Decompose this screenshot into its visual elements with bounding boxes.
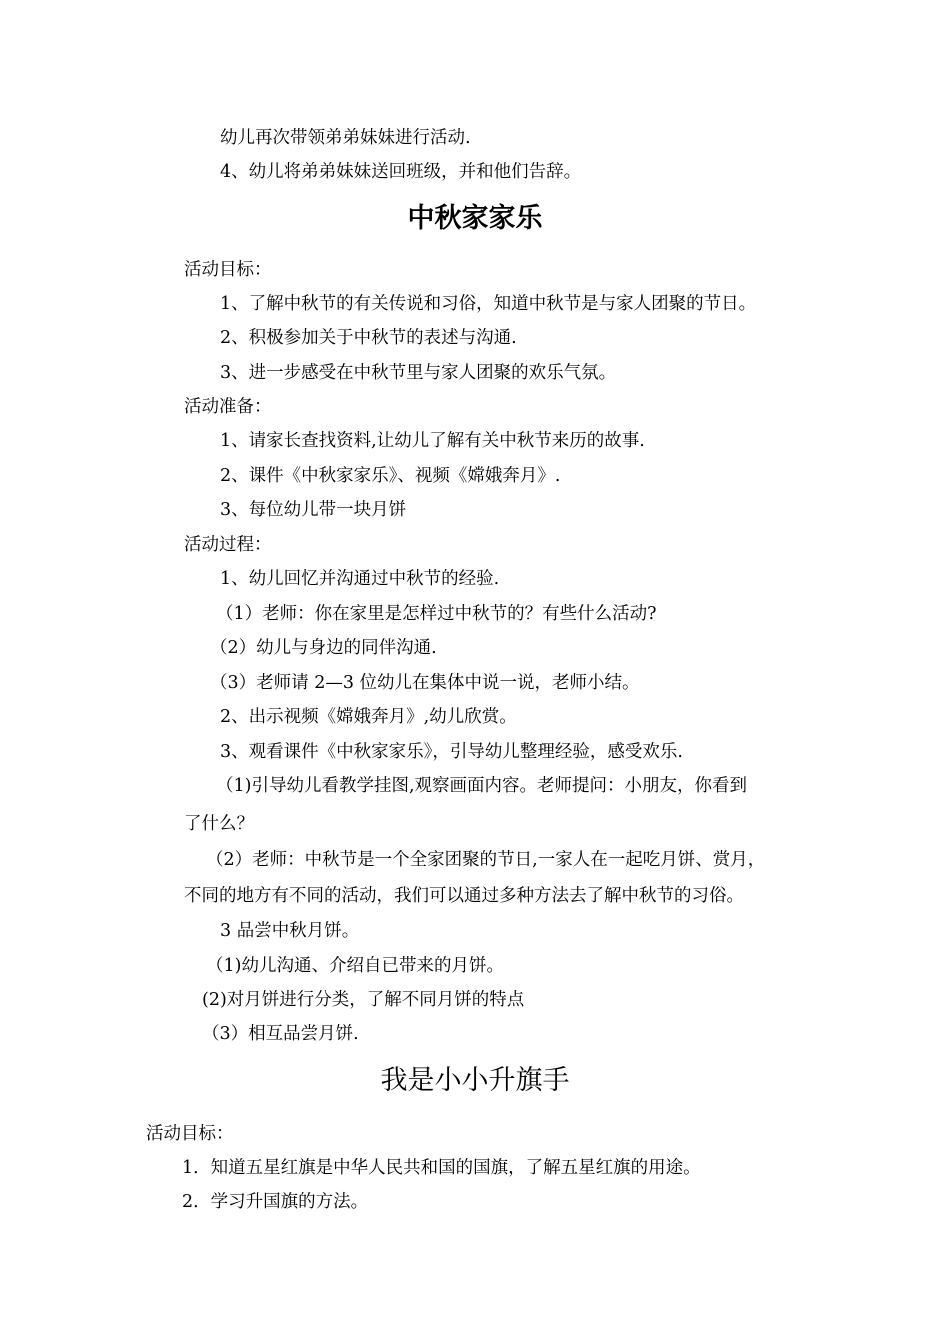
section-heading: 活动目标： (184, 260, 272, 280)
paragraph-line: 了什么？ (184, 814, 254, 834)
list-item: （3）老师请 2—3 位幼儿在集体中说一说，老师小结。 (210, 673, 640, 693)
list-item: （1）老师：你在家里是怎样过中秋节的？有些什么活动? (216, 604, 657, 624)
list-item: （3）相互品尝月饼. (202, 1024, 359, 1044)
list-item: (2)对月饼进行分类，了解不同月饼的特点 (202, 990, 525, 1010)
paragraph-line: 幼儿再次带领弟弟妹妹进行活动. (220, 128, 471, 148)
list-item: 1．知道五星红旗是中华人民共和国的国旗，了解五星红旗的用途。 (182, 1158, 701, 1178)
list-item: 2、课件《中秋家家乐》、视频《嫦娥奔月》. (220, 466, 561, 486)
list-item: （2）幼儿与身边的同伴沟通. (210, 638, 437, 658)
list-item: 2、积极参加关于中秋节的表述与沟通. (220, 328, 517, 348)
list-item: 1、了解中秋节的有关传说和习俗，知道中秋节是与家人团聚的节日。 (220, 294, 757, 314)
section-heading: 活动过程： (184, 535, 272, 555)
list-item: 1、请家长查找资料,让幼儿了解有关中秋节来历的故事. (220, 431, 645, 451)
section-heading: 活动准备： (184, 397, 272, 417)
list-item: 2．学习升国旗的方法。 (182, 1192, 369, 1212)
list-item: 1、幼儿回忆并沟通过中秋节的经验. (220, 569, 500, 589)
list-item: 3、每位幼儿带一块月饼 (220, 500, 407, 520)
list-item: （2）老师：中秋节是一个全家团聚的节日,一家人在一起吃月饼、赏月， (206, 850, 766, 870)
list-item: 3、进一步感受在中秋节里与家人团聚的欢乐气氛。 (220, 363, 617, 383)
list-item: （1)幼儿沟通、介绍自已带来的月饼。 (206, 956, 504, 976)
section-heading: 活动目标： (146, 1124, 234, 1144)
paragraph-line: 不同的地方有不同的活动，我们可以通过多种方法去了解中秋节的习俗。 (184, 886, 744, 906)
list-item: 2、出示视频《嫦娥奔月》,幼儿欣赏。 (220, 707, 517, 727)
section-title: 我是小小升旗手 (380, 1065, 570, 1096)
list-item: 3 品尝中秋月饼。 (220, 921, 360, 941)
paragraph-line: 4、幼儿将弟弟妹妹送回班级，并和他们告辞。 (220, 162, 582, 182)
list-item: （1)引导幼儿看教学挂图,观察画面内容。老师提问：小朋友，你看到 (216, 776, 748, 796)
list-item: 3、观看课件《中秋家家乐》，引导幼儿整理经验，感受欢乐. (220, 742, 683, 762)
section-title: 中秋家家乐 (407, 203, 543, 234)
